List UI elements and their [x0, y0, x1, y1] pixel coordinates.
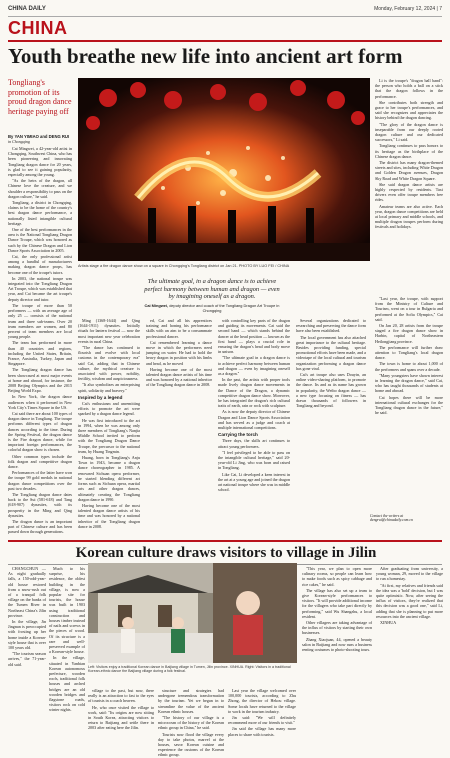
korean-village-image [88, 563, 297, 663]
paragraph: The local government has also attached great importance to the cultural heritage. Besides providing funding, special promotional efforts have been made, and a videotape of the local cultural and tourism organization performing a dragon dance has gone viral. [296, 334, 366, 371]
quote-source-title: deputy director and coach of the Tongliang Dragon Art Troupe in Chongqing [169, 302, 280, 313]
paragraph: Huang, born in Tongliang's Anju Town in 1943, became a dragon dance choreographer in 1985. A renowned Sichuan opera performer, he started blending different art forms such as Sichuan opera, martial arts and other dragon dances, ultimately creating the Tongliang dragon dance in 1990. [78, 455, 140, 502]
paragraph: "The ultimate goal in a dragon dance is to achieve perfect harmony between human and dragon — even by imagining oneself as a dragon." [218, 355, 290, 377]
paragraph: In New York, the dragon dance audiences when it performed in New York City's Times Square in the US. [8, 394, 72, 410]
article2-column-7 [376, 566, 443, 743]
paragraph: The Tongliang dragon dance dates back to the Sui (581-618) and Tang (618-907) dynasties, with its prosperity in the Ming and Qing dynasties. [8, 492, 72, 518]
paragraph: XINHUA [380, 620, 397, 626]
paragraph: He, who once visited the village to work, said: "Its origins are now sitting in South Korea, attracting visitors to return to Baijiang and settle there in 2003 after eating here the Jilin. [88, 704, 154, 731]
photo-caption: Artists stage a fire dragon dance show on a square in Chongqing's Tongliang district on Jan 21. PHOTO BY LUO FEI / CHINA [78, 264, 290, 268]
paragraph: Cai's art troupe also uses Douyin, an online video-sharing platform, to promote the dance. Its and as its name has grown in popularity, the Weibo dragon dance — a new type focusing on fitness — has drawn thousands of followers in Tongliang and beyond. [296, 372, 366, 409]
article-column-d [375, 78, 443, 293]
paragraph: village to the past, but now, there really is an attraction to fast to the eyes of tourists in a coach heaven. [88, 688, 154, 704]
section-rule [8, 40, 442, 42]
paragraph: Tongliang, a district in Chongqing, claims to be the home of the country's best dragon dance performance, a nationally listed intangible cultural heritage. [8, 200, 72, 226]
article2-column-6 [302, 566, 372, 743]
paragraph: Cai remembered learning a dance move in which the performers need jumping on water. He had to hold the heavy dragon in position with his limbs and head, as he moved [146, 339, 212, 366]
paragraph: Other villagers are taking advantage of the influx of visitors by starting their own businesses. [302, 620, 372, 636]
paragraph: In the past, the artists with proper tools made lively dragon dance movements in the Dance of the Dragon, a dynamic competitive dragon dance show. Moreover, he has integrated the dragon's rich cultural traits of earth, rain or rock with sculpture. [218, 377, 290, 409]
paragraph: He was first introduced to the art in 1994, when he was among only three members of Tongliang's Nanjia Middle School invited to perform with the Tongliang Dragon Dance Troupe, the precursor to the national team, by Huang Tingmin. [78, 417, 140, 454]
paragraph: "Many youngsters have shown interest in learning the dragon dance," said Cai, who has taught thousands of students at home and abroad. [375, 372, 443, 394]
paragraph: Tongliang continues to pass honors to its heritage as the birthplace of the Chinese dragon dance. [375, 143, 443, 159]
quote-text: The ultimate goal, in a dragon dance is to achieve perfect harmony between human and dragon — even by imagining oneself as a dragon. [144, 278, 280, 301]
paragraph: CHANGCHUN — As night gradually falls, a 150-odd-year-old house restored from a snow-rush out of a tranquil folk village on the banks of the Tumen River in Northeast China's Jilin province. [8, 566, 46, 618]
paragraph: The district has many dragon-themed streets and sites, including White Dragon and Golden Dragon avenues, Dragon Sky Road and White Dragon Square. [375, 160, 443, 181]
paragraph: Performances of the latter have won the troupe 99 gold medals in national dragon dance competitions over the past two decades. [8, 470, 72, 491]
paragraph: In the village, situated in Yanbian Korean autonomous prefecture, wooden roofs, traditional folk houses and arched bridges are an old wooden bridges and flagstone roads, visitors rock on cold winter nights. [49, 655, 85, 713]
paragraph: Last year the village welcomed over 100,000 tourists, according to Zhu Zhong, the director of Hekou village. Some locals have returned to the village to work in the tourism industry. [228, 688, 296, 714]
paragraph: Having become one of the most talented dragon dance artists of his time and was honored by a national inheritor of the Tongliang dragon dance in 2008. [146, 366, 212, 388]
paragraph: with controlling key parts of the dragon and guiding its movements. Cai said the second hand — which stands behind the dancer at the head position — known as the first hand — plays a crucial role in ensuring the dragon's head and body move in unison. [218, 318, 290, 355]
subhead: Inspired by a legend [78, 394, 123, 400]
second-photo-caption: Left: Visitors enjoy a traditional Korean dance in Baijiang village in Tumen, Jilin province. XINHUA. Right: Visitors in a traditional Korean-ethnic dance the Baijiang village during a folk festival. [88, 665, 291, 673]
paragraph: "As the heirs of the dragon, all Chinese love the creature, and we shoulder a responsibility to pass on the dragon culture," he said. [8, 178, 72, 199]
article2-column-2 [49, 566, 85, 742]
paragraph: Three days, the skills art continues to attract young performers. [218, 438, 290, 449]
paragraph: The village has also set up a team to give Korean-style performances to visitors. "It will provide additional income for the villagers who take part directly by performing," said Wu Shangzhu, a local resident. [302, 587, 372, 619]
article-column-f [375, 296, 443, 512]
paragraph: ed, Cai and all his apprentices training and honing his performance skills with an aim to be a consummate professional dancer. [146, 318, 212, 339]
paragraph: "The history of our village is a microcosm of the history of the Korean ethnic group in China," he said. [158, 715, 224, 731]
section-title: CHINA [8, 18, 68, 38]
paragraph: The troupe of more than 50 performers — with an average age of only 25 — consists of the national team and three sub-teams. Over 20 team members are women, and 80 percent of team members are local young people. [8, 302, 72, 340]
paragraph: "The dance has continued to flourish and evolve with local customs in the contemporary era" said Cai, adding that in Chinese culture, the mythical creature is associated with power, nobility, fertility, wisdom and auspiciousness. [78, 345, 140, 382]
paragraph: "The tourism season arrives," the 71-year-old said. [8, 651, 46, 667]
paragraph: On Jan 20, 28 artists from the troupe staged a fire dragon dance show in Harbin, capital of Northeastern Heilongjiang province. [375, 323, 443, 344]
paragraph: Ming (1368-1644) and Qing (1644-1911) dynasties. Initially rituals for lantern festival — now the most important new year celebration events in rural China. [78, 318, 140, 344]
paragraph: Much to his surprise, his residence, the oldest building in the village, is now a popular site for tourists, the house was built in 1903 using traditional construction and houses timber instead of nails and screws in the pieces of wood. Of its structure is a rare and well-preserved example of a Korean-style house. [49, 566, 85, 655]
paragraph: Jin said: "We will definitely recommend more of our friends to visit." [228, 715, 296, 726]
paragraph: The town is home to about 1,000 of the performers and spans over a decade. [375, 361, 443, 372]
page-info: Monday, February 12, 2024 | 7 [374, 6, 442, 12]
subhead: Carrying the torch [218, 432, 258, 438]
quote-source [142, 304, 282, 314]
paragraph: The team has performed in more than 40 countries and regions, including the United States, Britain, France, Australia, Turkey, Japan and Singapore. [8, 340, 72, 367]
paragraph: Several organizations dedicated to researching and preserving the dance form have also been established. [296, 318, 366, 334]
article-column-a [78, 318, 140, 536]
paragraph: The Tongliang dragon dance has been showcased at most major events at home and abroad, for instance, the 2008 Beijing Olympics and the 2015 Beijing World Expo. [8, 367, 72, 394]
paragraph: Cai, the only professional artist among a handful of manufacturers making dragon dance props, has become one of the troupe's tutors. [8, 254, 72, 275]
paragraph: Jin said the village has many more places to share with tourists. [228, 726, 296, 737]
paragraph: In the village, Jin Jingnan is preoccupied with frosting up her home inside a Korean-style house that is over 100 years old. [8, 619, 46, 651]
paper-name: CHINA DAILY [8, 6, 46, 12]
paragraph: Cai's enthusiasm and unremitting efforts to promote the art were sparked by a dragon dance legend. [78, 401, 140, 417]
byline: By YAN YIMIAO and DENG RUI [8, 134, 70, 139]
article-column-b [146, 318, 212, 536]
article2-column-3 [88, 688, 154, 743]
main-photo [78, 78, 370, 261]
paragraph: Amateur teams are also active. Each year, dragon dance competitions are held at local primary and middle schools, and multiple dragon troupes perform during festivals and holidays. [375, 203, 443, 230]
paragraph: Like Cai, Li developed a keen interest in the art at a young age and joined the dragon art national troupe where she was in middle school. [218, 471, 290, 493]
paragraph: The performance will further draw attention to Tongliang's local dragon dance. [375, 344, 443, 361]
paragraph: Having become one of the most talented dragon dance artists of his time and was honored by a national inheritor of the Tongliang dragon dance in 2008. [78, 502, 140, 529]
quote-source-name: Cai Mingwei, [144, 302, 169, 308]
paragraph: Li is the troupe's "dragon ball band": the person who holds a ball on a stick that the dragon follows in the performance. [375, 78, 443, 99]
paragraph: "It also symbolizes an enterprising spirit, solidarity and bravery." [78, 382, 140, 393]
contact-note: Contact the writers at dengrui@chinadaily.com.cn [370, 514, 413, 522]
paragraph: Cai Mingwei, a 42-year-old artist in Chongqing, Southwest China, who has been pioneering and innovating Tongliang dragon dance for 20 years, is glad to see it gaining popularity, especially among the young. [8, 146, 72, 178]
fire-dragon-image [78, 78, 370, 261]
paragraph: Other common types include the folk dragon and competitive dragon dance. [8, 453, 72, 469]
paragraph: The dragon dance is an important part of Chinese culture and has been passed down through generations. [8, 519, 72, 535]
paragraph: Cai hopes there will be more international cultural exchanges for the Tongliang dragon dance in the future," he said. [375, 394, 443, 416]
dateline: in Chongqing [8, 139, 30, 144]
second-photo [88, 563, 297, 663]
paragraph: Tourists now flood the village every day to take photos, marvel at the houses, savor Korean cuisine and experience the customs of the Korean ethnic group. [158, 731, 224, 758]
masthead [8, 4, 442, 17]
paragraph: After graduating from university, a young woman, 29, moved to the village to run a homestay. [376, 566, 443, 582]
pull-quote [142, 278, 282, 313]
paragraph: In 2003, the national troupe was integrated into the Tongliang Dragon Art Troupe, which was established that year, and Cai became the art troupe's deputy director and tutor. [8, 275, 72, 302]
article-column-c [218, 318, 290, 536]
paragraph: "I feel privileged to be able to pass on the intangible cultural heritage," said 20-year-old Li Jing, who was born and raised in Tongliang. [218, 449, 290, 471]
paragraph: structure and strategies had undergone tremendous transformation by the tourism. Yet we began in to streamline the value of the ancient Korean ethnic houses. [158, 688, 224, 714]
article2-column-1 [8, 566, 46, 742]
deck: Tongliang's promotion of its proud dragon dance heritage paying off [8, 78, 72, 116]
paragraph: "Last year, the troupe, with support from the Ministry of Culture and Tourism, went on a tour in Bulgaria and performed at the Sofia Olympics," Cai said. [375, 296, 443, 322]
second-headline: Korean culture draws visitors to village in Jilin [75, 545, 377, 561]
paragraph: Cai said there are about 100 types of dragon dance in Tongliang. The troupe performs different types of dragon dances according to the time. During the Spring Festival, the dragon dance is the Fire dragon dance, while for important foreign performances, the colorful dragon show is chosen. [8, 410, 72, 453]
paragraph: Zhang Xiaojuan, 44, opened a beauty salon in Baijiang and now runs a business renting costumes to photo-shooting tours. [302, 636, 372, 653]
paragraph: "The glory of the dragon dance is inseparable from our deeply rooted dragon culture and our dedicated successors," Li said. [375, 121, 443, 143]
paragraph: As is now the deputy director of Chinese Dragon and Lion Dance Sports Association and has served as a judge and coach at multiple international competitions. [218, 409, 290, 431]
paragraph: One of the best performances in the area is the National Tongliang Dragon Dance Troupe, which was honored as such by the Chinese Dragon and Lion Dance Sports Association in 2005. [8, 227, 72, 253]
paragraph: "This year, we plan to open more culinary rooms, so people can learn how to make foods such as spicy cabbage and rice cakes," he said. [302, 566, 372, 587]
main-headline: Youth breathe new life into ancient art form [8, 44, 403, 68]
paragraph: "At first, my relatives and friends said the idea was a 'bold' decision, but I was quite optimistic. Now, after seeing the influx of visitors, they're realized that this decision was a good one," said Li, adding that she is planning to put more resources into the ancient village. [376, 582, 443, 619]
paragraph: She said dragon dance artists are highly respected by residents. Taxi drivers even offer troupe members free rides. [375, 181, 443, 203]
article-column-1 [8, 146, 72, 536]
article-column-e [296, 318, 366, 536]
article2-column-5 [228, 688, 296, 743]
article2-column-4 [158, 688, 224, 758]
paragraph: She contributes both strength and grace to her troupe's performances, and said she recognizes and appreciates the history behind the dragon dancing. [375, 99, 443, 121]
